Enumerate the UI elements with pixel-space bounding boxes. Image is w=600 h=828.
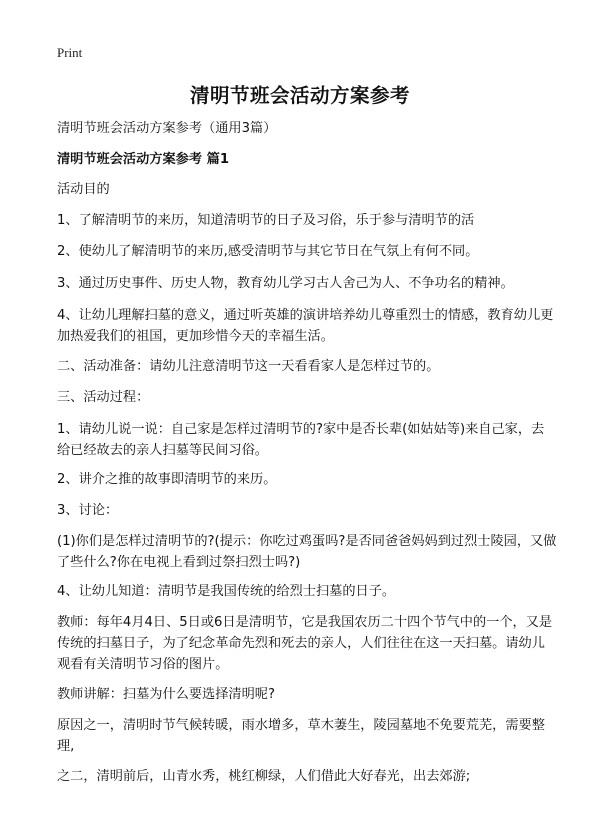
document-title: 清明节班会活动方案参考 bbox=[189, 84, 410, 107]
section-heading: 清明节班会活动方案参考 篇1 bbox=[57, 152, 230, 167]
paragraph: 之二，清明前后，山青水秀，桃红柳绿，人们借此大好春光，出去郊游; bbox=[57, 769, 471, 784]
paragraph: 1、了解清明节的来历，知道清明节的日子及习俗，乐于参与清明节的活 bbox=[57, 213, 475, 228]
print-link[interactable]: Print bbox=[57, 45, 83, 60]
paragraph: 4、让幼儿理解扫墓的意义，通过听英雄的演讲培养幼儿尊重烈士的情感，教育幼儿更加热爱我们的祖国，更加珍惜今天的幸福生活。 bbox=[57, 308, 554, 344]
paragraph: (1)你们是怎样过清明节的?(提示：你吃过鸡蛋吗?是否同爸爸妈妈到过烈士陵园，又做了些什么?你在电视上看到过祭扫烈士吗?) bbox=[57, 534, 557, 570]
paragraph: 1、请幼儿说一说：自己家是怎样过清明节的?家中是否长辈(如姑姑等)来自己家，去给已经故去的亲人扫墓等民间习俗。 bbox=[57, 422, 545, 458]
paragraph: 教师：每年4月4日、5日或6日是清明节，它是我国农历二十四个节气中的一个，又是传统的扫墓日子，为了纪念革命先烈和死去的亲人，人们往往在这一天扫墓。请幼儿观看有关清明节习俗的图片。 bbox=[57, 615, 553, 672]
document-subtitle: 清明节班会活动方案参考（通用3篇） bbox=[57, 121, 277, 136]
paragraph: 3、通过历史事件、历史人物，教育幼儿学习古人舍己为人、不争功名的精神。 bbox=[57, 276, 514, 291]
paragraph: 2、讲介之推的故事即清明节的来历。 bbox=[57, 472, 277, 487]
paragraph: 三、活动过程： bbox=[57, 390, 150, 405]
paragraph: 原因之一，清明时节气候转暖，雨水增多，草木萋生，陵园墓地不免要荒芜，需要整理, bbox=[57, 718, 545, 754]
paragraph: 二、活动准备：请幼儿注意清明节这一天看看家人是怎样过节的。 bbox=[57, 359, 440, 374]
paragraph: 2、使幼儿了解清明节的来历,感受清明节与其它节日在气氛上有何不同。 bbox=[57, 244, 479, 259]
paragraph: 4、让幼儿知道：清明节是我国传统的给烈士扫墓的日子。 bbox=[57, 584, 396, 599]
paragraph: 教师讲解：扫墓为什么要选择清明呢? bbox=[57, 687, 275, 702]
paragraph: 活动目的 bbox=[57, 182, 110, 197]
paragraph: 3、讨论： bbox=[57, 503, 119, 518]
